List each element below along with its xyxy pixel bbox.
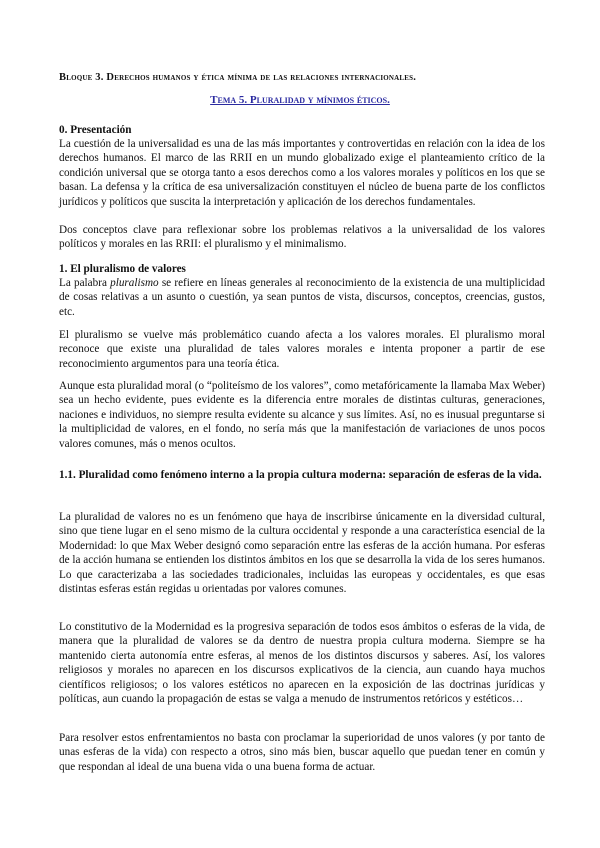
section-0-title: 0. Presentación bbox=[59, 124, 132, 136]
section-1-1-paragraph-3: Para resolver estos enfrentamientos no basta con proclamar la superioridad de unos valores (y por tanto de unas esferas de la vida) con respecto a otros, sino más bien, buscar aquello que puedan tener en común y que respondan al ideal de una buena vida o una buena forma de actuar. bbox=[59, 732, 545, 773]
section-1-1-paragraph-2: Lo constitutivo de la Modernidad es la progresiva separación de todos esos ámbitos o esferas de la vida, de manera que la pluralidad de valores se da dentro de nuestra propia cultura moderna. Siempre se ha mantenido cierta autonomía entre esferas, al menos de los distintos discursos y saberes. Así, los valores religiosos y morales no aparecen en los discursos explicativos de la ciencia, aun cuando haya muchos científicos religiosos; o los valores estéticos no aparecen en la exposición de las doctrinas jurídicas y políticas, aun cuando la propagación de estas se valga a menudo de instrumentos retóricos y estéticos… bbox=[59, 621, 545, 706]
section-1-1-paragraph-1: La pluralidad de valores no es un fenómeno que haya de inscribirse únicamente en la diversidad cultural, sino que tiene lugar en el seno mismo de la cultura occidental y responde a una característica esencial de la Modernidad: lo que Max Weber designó como separación entre las esferas de la acción humana. Por esferas de la acción humana se entienden los distintos ámbitos en los que se desarrolla la vida de los seres humanos. Lo que caracterizaba a las sociedades tradicionales, incluidas las europeas y occidentales, es que esas distintas esferas están regidas u orientadas por valores comunes. bbox=[59, 511, 545, 596]
section-0-paragraph-1: La cuestión de la universalidad es una de las más importantes y controvertidas en relación con la idea de los derechos humanos. El marco de las RRII en un mundo globalizado exige el planteamiento crítico de la condición universal que se otorga tanto a esos derechos como a los valores morales y políticos en los que se basan. La defensa y la crítica de esa universalización constituyen el núcleo de buena parte de los conflictos jurídicos y políticos que suscita la interpretación y aplicación de los derechos fundamentales. bbox=[59, 138, 545, 208]
section-1-title: 1. El pluralismo de valores bbox=[59, 263, 186, 275]
section-0-paragraph-2: Dos conceptos clave para reflexionar sobre los problemas relativos a la universalidad de los valores políticos y morales en las RRII: el pluralismo y el minimalismo. bbox=[59, 224, 545, 251]
topic-title[interactable]: Tema 5. Pluralidad y mínimos éticos. bbox=[210, 94, 390, 106]
block-heading: Bloque 3. Derechos humanos y ética mínima de las relaciones internacionales. bbox=[59, 72, 417, 83]
section-1-1-title: 1.1. Pluralidad como fenómeno interno a la propia cultura moderna: separación de esferas de la vida. bbox=[59, 469, 542, 481]
section-1-paragraph-3: Aunque esta pluralidad moral (o “politeísmo de los valores”, como metafóricamente la llamaba Max Weber) sea un hecho evidente, pues evidente es la diferencia entre morales de distintas culturas, generaciones, naciones e individuos, no siempre resulta evidente su alcance y sus límites. Así, no es inusual preguntarse si la multiplicidad de valores, en el fondo, no sería más que la manifestación de variaciones de unos pocos valores comunes, más o menos ocultos. bbox=[59, 380, 545, 450]
pluralismo-term: pluralismo bbox=[110, 277, 159, 289]
section-1-paragraph-1: La palabra pluralismo se refiere en líneas generales al reconocimiento de la existencia de una multiplicidad de cosas relativas a un asunto o cuestión, ya sean puntos de vista, discursos, conceptos, creencias, gustos, etc. bbox=[59, 277, 546, 318]
section-1-paragraph-2: El pluralismo se vuelve más problemático cuando afecta a los valores morales. El pluralismo moral reconoce que existe una pluralidad de tales valores morales e intenta proponer a partir de ese reconocimiento argumentos para una teoría ética. bbox=[59, 329, 545, 370]
